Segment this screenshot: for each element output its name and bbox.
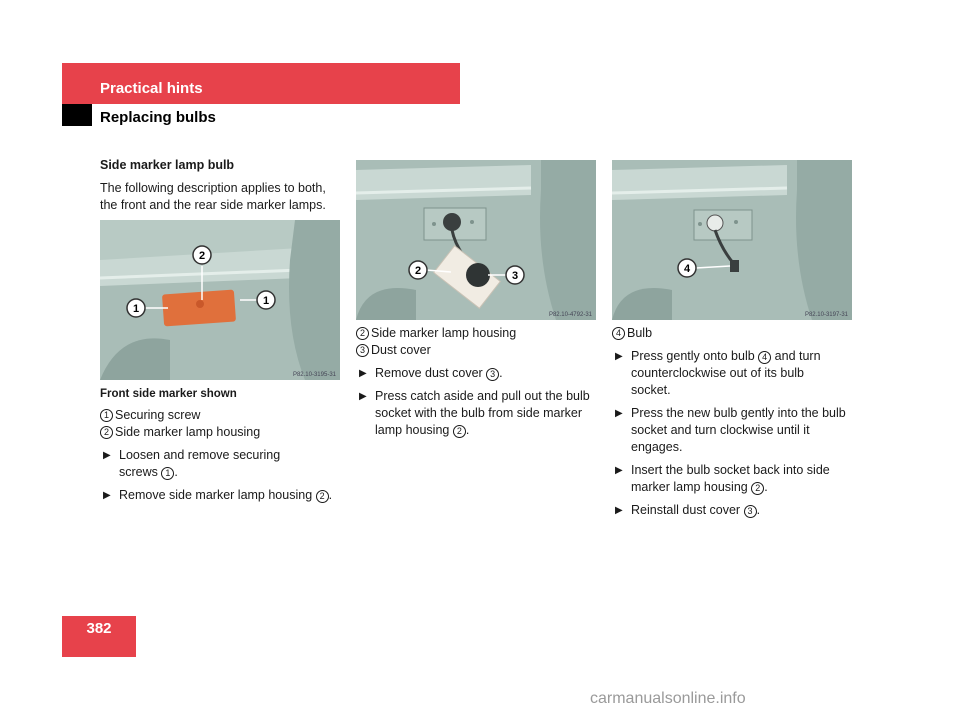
legend-item: 2 Side marker lamp housing <box>356 325 601 342</box>
page-number: 382 <box>86 620 112 637</box>
figure-dust-cover <box>356 160 596 320</box>
arrow-icon: ▶ <box>615 408 623 419</box>
instruction-step: ▶ Press gently onto bulb 4 and turn counterclockwise out of its bulb socket. <box>615 349 821 397</box>
watermark: carmanualsonline.info <box>590 690 746 707</box>
legend-item: 3 Dust cover <box>356 342 601 359</box>
arrow-icon: ▶ <box>103 490 111 501</box>
section-title: Practical hints <box>100 80 203 97</box>
svg-text:3: 3 <box>511 270 519 282</box>
instruction-step: ▶ Reinstall dust cover 3 . <box>615 503 761 517</box>
page-number-box <box>62 616 136 657</box>
legend-item: 2 Side marker lamp housing <box>100 424 345 441</box>
arrow-icon: ▶ <box>615 351 623 362</box>
column-2-text <box>356 325 601 439</box>
legend-item: 1 Securing screw <box>100 407 345 424</box>
figure-bulb <box>612 160 852 320</box>
svg-text:2: 2 <box>198 250 206 262</box>
legend-item: 4 Bulb <box>612 325 857 342</box>
svg-text:1: 1 <box>132 303 140 315</box>
header-marker <box>62 104 92 126</box>
svg-text:4: 4 <box>683 263 691 275</box>
column-1-text <box>100 386 345 504</box>
figure-code: P82.10-3195-31 <box>292 372 336 378</box>
column-1 <box>100 157 345 214</box>
figure-front-marker <box>100 220 340 380</box>
instruction-step: ▶ Remove side marker lamp housing 2 . <box>103 488 333 502</box>
arrow-icon: ▶ <box>103 450 111 461</box>
subsection-title: Replacing bulbs <box>100 109 216 126</box>
figure-code: P82.10-4792-31 <box>548 312 592 318</box>
instruction-step: ▶ Insert the bulb socket back into side marker lamp housing 2 . <box>615 463 830 494</box>
svg-text:2: 2 <box>414 265 422 277</box>
arrow-icon: ▶ <box>615 465 623 476</box>
arrow-icon: ▶ <box>615 505 623 516</box>
figure-caption: Front side marker shown <box>100 388 237 400</box>
svg-text:1: 1 <box>262 295 270 307</box>
instruction-step: ▶ Remove dust cover 3 . <box>359 366 503 380</box>
figure-code: P82.10-3197-31 <box>804 312 848 318</box>
arrow-icon: ▶ <box>359 391 367 402</box>
section-heading: Side marker lamp bulb <box>100 158 235 172</box>
intro-text: The following description applies to both, the front and the rear side marker lamps. <box>100 181 326 212</box>
column-3-text <box>612 325 857 519</box>
arrow-icon: ▶ <box>359 368 367 379</box>
instruction-step: ▶ Loosen and remove securing screws 1 . <box>103 448 281 479</box>
instruction-step: ▶ Press catch aside and pull out the bulb socket with the bulb from side marker lamp housing 2 . <box>359 389 590 437</box>
instruction-step: ▶ Press the new bulb gently into the bulb socket and turn clockwise until it engages. <box>615 406 846 454</box>
